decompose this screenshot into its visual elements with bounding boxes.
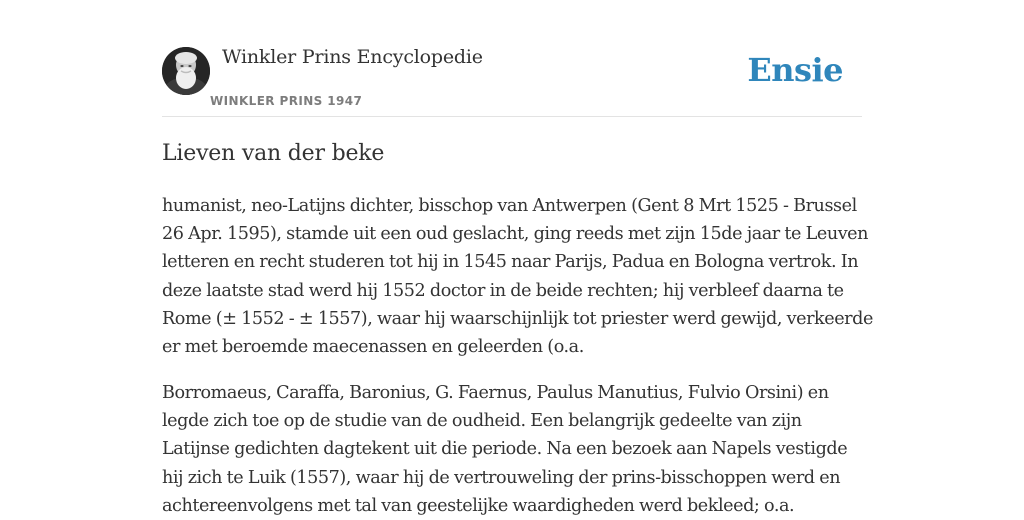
- brand-logo[interactable]: Ensie: [747, 51, 843, 89]
- page-title: Lieven van der beke: [162, 141, 385, 166]
- paragraph-line: 26 Apr. 1595), stamde uit een oud geslacht, ging reeds met zijn 15de jaar te Leuven: [162, 224, 869, 245]
- site-header: [162, 0, 862, 117]
- bearded-man-portrait-icon: [162, 47, 210, 95]
- paragraph-line: hij zich te Luik (1557), waar hij de vertrouweling der prins-bisschoppen werd en: [162, 467, 841, 488]
- article-paragraph: [162, 379, 862, 520]
- paragraph-line: achtereenvolgens met tal van geestelijke waardigheden werd bekleed; o.a.: [162, 495, 795, 516]
- edition-label[interactable]: WINKLER PRINS 1947: [210, 94, 363, 108]
- paragraph-line: legde zich toe op de studie van de oudheid. Een belangrijk gedeelte van zijn: [162, 411, 802, 432]
- paragraph-line: Latijnse gedichten dagtekent uit die periode. Na een bezoek aan Napels vestigde: [162, 439, 848, 460]
- avatar[interactable]: [162, 47, 210, 95]
- paragraph-line: letteren en recht studeren tot hij in 1545 naar Parijs, Padua en Bologna vertrok. In: [162, 252, 859, 273]
- article-paragraph: [162, 192, 873, 361]
- publication-name[interactable]: Winkler Prins Encyclopedie: [222, 46, 483, 68]
- paragraph-line: deze laatste stad werd hij 1552 doctor in de beide rechten; hij verbleef daarna te: [162, 280, 844, 301]
- paragraph-line: Rome (± 1552 - ± 1557), waar hij waarschijnlijk tot priester werd gewijd, verkeerde: [162, 308, 873, 329]
- paragraph-line: er met beroemde maecenassen en geleerden (o.a.: [162, 337, 584, 358]
- paragraph-line: humanist, neo-Latijns dichter, bisschop van Antwerpen (Gent 8 Mrt 1525 - Brussel: [162, 196, 857, 216]
- paragraph-line: Borromaeus, Caraffa, Baronius, G. Faernus, Paulus Manutius, Fulvio Orsini) en: [162, 383, 829, 403]
